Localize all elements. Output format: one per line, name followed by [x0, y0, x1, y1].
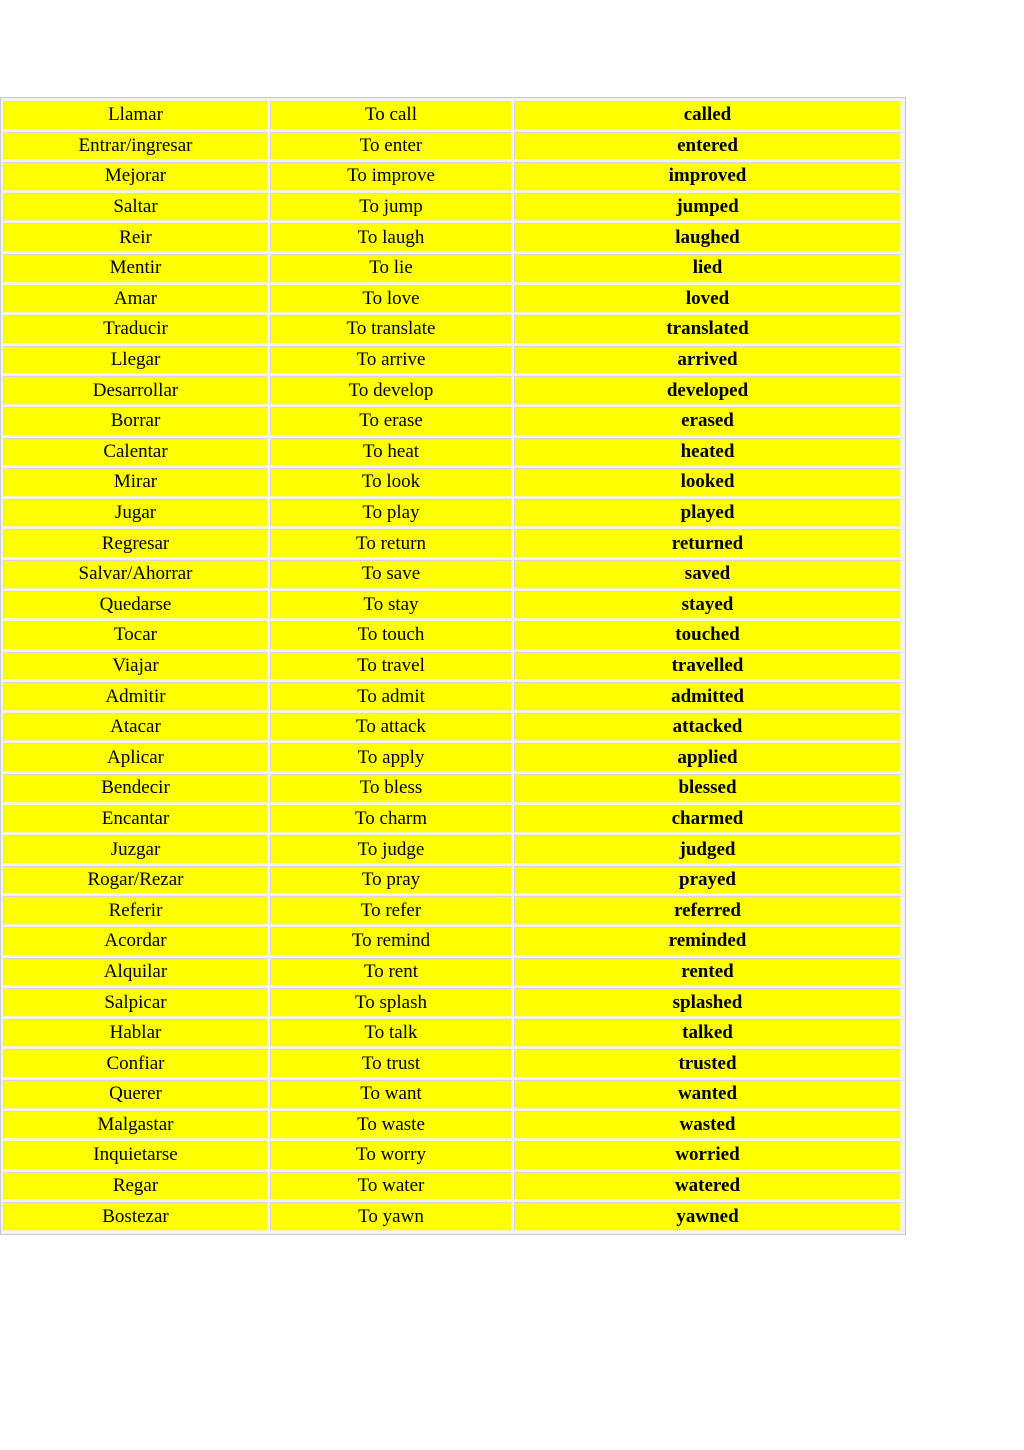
past-tense-cell: splashed	[514, 988, 901, 1017]
table-row	[3, 1141, 901, 1170]
table-row	[3, 1019, 901, 1048]
spanish-verb-cell: Querer	[3, 1080, 268, 1109]
past-tense-cell: trusted	[514, 1049, 901, 1078]
past-tense-cell: watered	[514, 1172, 901, 1201]
english-verb-cell: To refer	[270, 896, 512, 925]
table-row	[3, 591, 901, 620]
spanish-verb-cell: Inquietarse	[3, 1141, 268, 1170]
english-verb-cell: To save	[270, 560, 512, 589]
english-verb-cell: To improve	[270, 162, 512, 191]
table-row	[3, 713, 901, 742]
past-tense-cell: travelled	[514, 652, 901, 681]
table-row	[3, 254, 901, 283]
english-verb-cell: To waste	[270, 1111, 512, 1140]
spanish-verb-cell: Juzgar	[3, 835, 268, 864]
english-verb-cell: To rent	[270, 958, 512, 987]
spanish-verb-cell: Mentir	[3, 254, 268, 283]
spanish-verb-cell: Mejorar	[3, 162, 268, 191]
past-tense-cell: called	[514, 101, 901, 130]
past-tense-cell: referred	[514, 896, 901, 925]
past-tense-cell: applied	[514, 743, 901, 772]
table-row	[3, 1172, 901, 1201]
spanish-verb-cell: Desarrollar	[3, 376, 268, 405]
table-row	[3, 774, 901, 803]
spanish-verb-cell: Borrar	[3, 407, 268, 436]
past-tense-cell: laughed	[514, 223, 901, 252]
english-verb-cell: To call	[270, 101, 512, 130]
spanish-verb-cell: Referir	[3, 896, 268, 925]
table-row	[3, 193, 901, 222]
past-tense-cell: blessed	[514, 774, 901, 803]
spanish-verb-cell: Acordar	[3, 927, 268, 956]
spanish-verb-cell: Viajar	[3, 652, 268, 681]
past-tense-cell: jumped	[514, 193, 901, 222]
past-tense-cell: improved	[514, 162, 901, 191]
english-verb-cell: To look	[270, 468, 512, 497]
english-verb-cell: To splash	[270, 988, 512, 1017]
english-verb-cell: To laugh	[270, 223, 512, 252]
spanish-verb-cell: Tocar	[3, 621, 268, 650]
english-verb-cell: To worry	[270, 1141, 512, 1170]
past-tense-cell: played	[514, 499, 901, 528]
english-verb-cell: To love	[270, 285, 512, 314]
english-verb-cell: To judge	[270, 835, 512, 864]
past-tense-cell: developed	[514, 376, 901, 405]
past-tense-cell: worried	[514, 1141, 901, 1170]
table-row	[3, 407, 901, 436]
english-verb-cell: To jump	[270, 193, 512, 222]
spanish-verb-cell: Malgastar	[3, 1111, 268, 1140]
english-verb-cell: To yawn	[270, 1202, 512, 1231]
spanish-verb-cell: Bendecir	[3, 774, 268, 803]
spanish-verb-cell: Bostezar	[3, 1202, 268, 1231]
past-tense-cell: entered	[514, 132, 901, 161]
past-tense-cell: charmed	[514, 805, 901, 834]
english-verb-cell: To return	[270, 529, 512, 558]
table-row	[3, 743, 901, 772]
spanish-verb-cell: Salpicar	[3, 988, 268, 1017]
spanish-verb-cell: Rogar/Rezar	[3, 866, 268, 895]
english-verb-cell: To travel	[270, 652, 512, 681]
table-row	[3, 1049, 901, 1078]
past-tense-cell: attacked	[514, 713, 901, 742]
english-verb-cell: To pray	[270, 866, 512, 895]
table-row	[3, 805, 901, 834]
english-verb-cell: To trust	[270, 1049, 512, 1078]
past-tense-cell: rented	[514, 958, 901, 987]
past-tense-cell: admitted	[514, 682, 901, 711]
english-verb-cell: To play	[270, 499, 512, 528]
table-row	[3, 162, 901, 191]
english-verb-cell: To attack	[270, 713, 512, 742]
spanish-verb-cell: Amar	[3, 285, 268, 314]
table-row	[3, 1080, 901, 1109]
verb-table	[0, 97, 906, 1235]
english-verb-cell: To translate	[270, 315, 512, 344]
table-row	[3, 499, 901, 528]
table-row	[3, 285, 901, 314]
english-verb-cell: To apply	[270, 743, 512, 772]
spanish-verb-cell: Mirar	[3, 468, 268, 497]
table-row	[3, 652, 901, 681]
past-tense-cell: reminded	[514, 927, 901, 956]
english-verb-cell: To develop	[270, 376, 512, 405]
english-verb-cell: To arrive	[270, 346, 512, 375]
spanish-verb-cell: Hablar	[3, 1019, 268, 1048]
english-verb-cell: To stay	[270, 591, 512, 620]
english-verb-cell: To charm	[270, 805, 512, 834]
english-verb-cell: To lie	[270, 254, 512, 283]
table-row	[3, 376, 901, 405]
past-tense-cell: judged	[514, 835, 901, 864]
english-verb-cell: To erase	[270, 407, 512, 436]
spanish-verb-cell: Llamar	[3, 101, 268, 130]
past-tense-cell: yawned	[514, 1202, 901, 1231]
past-tense-cell: translated	[514, 315, 901, 344]
english-verb-cell: To remind	[270, 927, 512, 956]
verb-table-body	[3, 101, 901, 1231]
spanish-verb-cell: Regar	[3, 1172, 268, 1201]
english-verb-cell: To water	[270, 1172, 512, 1201]
spanish-verb-cell: Reir	[3, 223, 268, 252]
table-row	[3, 958, 901, 987]
table-row	[3, 1111, 901, 1140]
past-tense-cell: touched	[514, 621, 901, 650]
table-row	[3, 438, 901, 467]
table-row	[3, 223, 901, 252]
past-tense-cell: heated	[514, 438, 901, 467]
table-row	[3, 560, 901, 589]
spanish-verb-cell: Atacar	[3, 713, 268, 742]
verb-table-grid	[1, 99, 903, 1233]
past-tense-cell: erased	[514, 407, 901, 436]
table-row	[3, 468, 901, 497]
past-tense-cell: returned	[514, 529, 901, 558]
spanish-verb-cell: Saltar	[3, 193, 268, 222]
table-row	[3, 346, 901, 375]
table-row	[3, 927, 901, 956]
spanish-verb-cell: Encantar	[3, 805, 268, 834]
table-row	[3, 621, 901, 650]
spanish-verb-cell: Alquilar	[3, 958, 268, 987]
spanish-verb-cell: Regresar	[3, 529, 268, 558]
table-row	[3, 132, 901, 161]
past-tense-cell: saved	[514, 560, 901, 589]
past-tense-cell: talked	[514, 1019, 901, 1048]
table-row	[3, 988, 901, 1017]
spanish-verb-cell: Confiar	[3, 1049, 268, 1078]
spanish-verb-cell: Entrar/ingresar	[3, 132, 268, 161]
spanish-verb-cell: Llegar	[3, 346, 268, 375]
table-row	[3, 682, 901, 711]
past-tense-cell: looked	[514, 468, 901, 497]
table-row	[3, 101, 901, 130]
table-row	[3, 835, 901, 864]
english-verb-cell: To enter	[270, 132, 512, 161]
spanish-verb-cell: Salvar/Ahorrar	[3, 560, 268, 589]
past-tense-cell: stayed	[514, 591, 901, 620]
past-tense-cell: wanted	[514, 1080, 901, 1109]
english-verb-cell: To touch	[270, 621, 512, 650]
english-verb-cell: To talk	[270, 1019, 512, 1048]
english-verb-cell: To admit	[270, 682, 512, 711]
spanish-verb-cell: Aplicar	[3, 743, 268, 772]
english-verb-cell: To heat	[270, 438, 512, 467]
table-row	[3, 896, 901, 925]
past-tense-cell: wasted	[514, 1111, 901, 1140]
table-row	[3, 1202, 901, 1231]
spanish-verb-cell: Calentar	[3, 438, 268, 467]
spanish-verb-cell: Quedarse	[3, 591, 268, 620]
spanish-verb-cell: Jugar	[3, 499, 268, 528]
past-tense-cell: loved	[514, 285, 901, 314]
table-row	[3, 866, 901, 895]
past-tense-cell: lied	[514, 254, 901, 283]
table-row	[3, 529, 901, 558]
english-verb-cell: To bless	[270, 774, 512, 803]
english-verb-cell: To want	[270, 1080, 512, 1109]
spanish-verb-cell: Traducir	[3, 315, 268, 344]
table-row	[3, 315, 901, 344]
past-tense-cell: prayed	[514, 866, 901, 895]
past-tense-cell: arrived	[514, 346, 901, 375]
spanish-verb-cell: Admitir	[3, 682, 268, 711]
